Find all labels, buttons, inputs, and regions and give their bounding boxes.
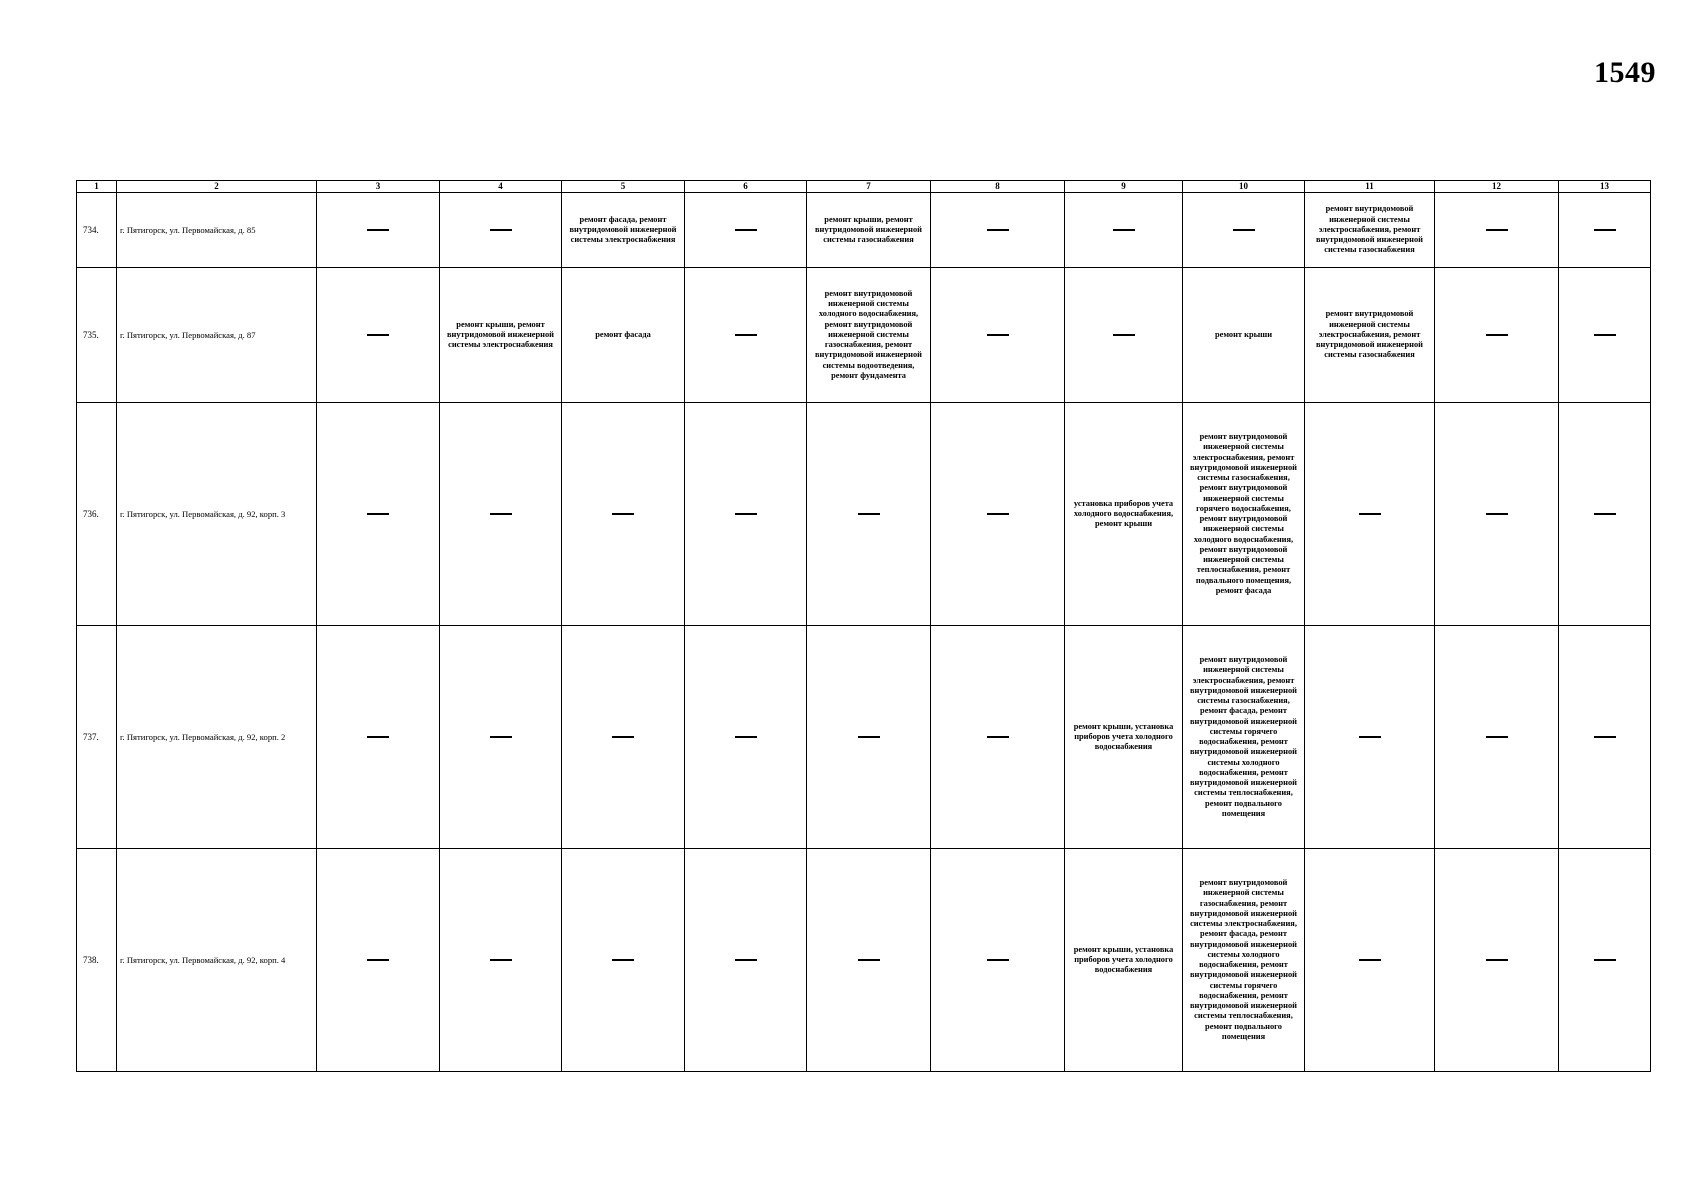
empty-dash — [1594, 334, 1616, 336]
empty-dash — [1113, 229, 1135, 231]
empty-dash — [987, 229, 1009, 231]
empty-dash — [987, 959, 1009, 961]
empty-dash — [490, 513, 512, 515]
table-cell: ремонт крыши, установка приборов учета холодного водоснабжения — [1065, 626, 1183, 849]
table-cell: ремонт крыши, установка приборов учета холодного водоснабжения — [1065, 849, 1183, 1072]
empty-dash — [1594, 513, 1616, 515]
column-header: 6 — [685, 181, 807, 193]
table-cell — [1065, 268, 1183, 403]
address-cell: г. Пятигорск, ул. Первомайская, д. 85 — [117, 193, 317, 268]
empty-dash — [987, 736, 1009, 738]
empty-dash — [1486, 959, 1508, 961]
empty-dash — [1486, 334, 1508, 336]
table-row — [77, 403, 1651, 626]
table-cell — [931, 626, 1065, 849]
table-cell — [317, 403, 440, 626]
table-cell: ремонт крыши — [1183, 268, 1305, 403]
table-cell — [1435, 403, 1559, 626]
table-cell: ремонт внутридомовой инженерной системы газоснабжения, ремонт внутридомовой инженерной системы электроснабжения, ремонт фасада, ремонт внутридомовой инженерной системы холодного водоснабжения, ремонт внутридомовой инженерной системы горячего водоснабжения, ремонт внутридомовой инженерной системы теплоснабжения, ремонт подвального помещения — [1183, 849, 1305, 1072]
table-cell — [1305, 849, 1435, 1072]
empty-dash — [490, 229, 512, 231]
row-number: 738. — [77, 849, 117, 1072]
column-header: 9 — [1065, 181, 1183, 193]
empty-dash — [1359, 513, 1381, 515]
empty-dash — [1486, 229, 1508, 231]
empty-dash — [1594, 736, 1616, 738]
empty-dash — [367, 736, 389, 738]
column-header: 3 — [317, 181, 440, 193]
column-header: 11 — [1305, 181, 1435, 193]
table-cell — [1305, 626, 1435, 849]
table-cell — [440, 403, 562, 626]
table-cell — [807, 626, 931, 849]
empty-dash — [735, 736, 757, 738]
empty-dash — [1594, 229, 1616, 231]
table-cell — [1559, 268, 1651, 403]
table-cell — [685, 849, 807, 1072]
address-cell: г. Пятигорск, ул. Первомайская, д. 92, корп. 2 — [117, 626, 317, 849]
table-cell — [1435, 626, 1559, 849]
column-header: 12 — [1435, 181, 1559, 193]
table-cell — [1065, 193, 1183, 268]
column-header: 8 — [931, 181, 1065, 193]
table-row — [77, 268, 1651, 403]
empty-dash — [858, 513, 880, 515]
table-cell: ремонт крыши, ремонт внутридомовой инженерной системы электроснабжения — [440, 268, 562, 403]
table-cell: установка приборов учета холодного водоснабжения, ремонт крыши — [1065, 403, 1183, 626]
table-row — [77, 849, 1651, 1072]
empty-dash — [367, 513, 389, 515]
table-cell — [562, 403, 685, 626]
table-cell — [931, 193, 1065, 268]
table-row — [77, 626, 1651, 849]
table-cell — [931, 403, 1065, 626]
empty-dash — [612, 513, 634, 515]
row-number: 736. — [77, 403, 117, 626]
empty-dash — [735, 334, 757, 336]
table-cell — [685, 626, 807, 849]
column-number-row — [77, 181, 1651, 193]
empty-dash — [1359, 736, 1381, 738]
table-cell — [685, 193, 807, 268]
table-cell — [562, 626, 685, 849]
table-cell — [1435, 193, 1559, 268]
row-number: 737. — [77, 626, 117, 849]
table-cell: ремонт фасада, ремонт внутридомовой инженерной системы электроснабжения — [562, 193, 685, 268]
empty-dash — [1233, 229, 1255, 231]
empty-dash — [1486, 513, 1508, 515]
empty-dash — [612, 959, 634, 961]
table-cell — [562, 849, 685, 1072]
empty-dash — [367, 959, 389, 961]
table-cell — [317, 193, 440, 268]
column-header: 10 — [1183, 181, 1305, 193]
empty-dash — [1113, 334, 1135, 336]
empty-dash — [1594, 959, 1616, 961]
column-header: 1 — [77, 181, 117, 193]
table-cell — [685, 403, 807, 626]
column-header: 4 — [440, 181, 562, 193]
table-cell — [1559, 626, 1651, 849]
empty-dash — [1486, 736, 1508, 738]
table-cell — [1559, 849, 1651, 1072]
table-cell — [317, 626, 440, 849]
column-header: 13 — [1559, 181, 1651, 193]
empty-dash — [490, 959, 512, 961]
table-cell — [1559, 403, 1651, 626]
table-cell — [807, 849, 931, 1072]
column-header: 5 — [562, 181, 685, 193]
table-cell: ремонт внутридомовой инженерной системы электроснабжения, ремонт внутридомовой инженерной системы газоснабжения — [1305, 193, 1435, 268]
table-cell: ремонт внутридомовой инженерной системы электроснабжения, ремонт внутридомовой инженерной системы газоснабжения, ремонт фасада, ремонт внутридомовой инженерной системы горячего водоснабжения, ремонт внутридомовой инженерной системы холодного водоснабжения, ремонт внутридомовой инженерной системы теплоснабжения, ремонт подвального помещения — [1183, 626, 1305, 849]
table-cell: ремонт внутридомовой инженерной системы электроснабжения, ремонт внутридомовой инженерной системы газоснабжения, ремонт внутридомовой инженерной системы горячего водоснабжения, ремонт внутридомовой инженерной системы холодного водоснабжения, ремонт внутридомовой инженерной системы теплоснабжения, ремонт подвального помещения, ремонт фасада — [1183, 403, 1305, 626]
table-cell — [440, 849, 562, 1072]
table-cell — [685, 268, 807, 403]
empty-dash — [987, 334, 1009, 336]
table-row — [77, 193, 1651, 268]
row-number: 734. — [77, 193, 117, 268]
table-cell — [317, 268, 440, 403]
table-cell — [807, 403, 931, 626]
table-cell — [1435, 268, 1559, 403]
table-cell: ремонт фасада — [562, 268, 685, 403]
page-number: 1549 — [1594, 56, 1656, 89]
table-cell — [317, 849, 440, 1072]
table-cell — [1435, 849, 1559, 1072]
address-cell: г. Пятигорск, ул. Первомайская, д. 92, корп. 3 — [117, 403, 317, 626]
empty-dash — [987, 513, 1009, 515]
empty-dash — [490, 736, 512, 738]
empty-dash — [367, 334, 389, 336]
empty-dash — [612, 736, 634, 738]
table-cell — [440, 626, 562, 849]
empty-dash — [735, 959, 757, 961]
empty-dash — [858, 959, 880, 961]
table-cell — [931, 268, 1065, 403]
table-cell: ремонт внутридомовой инженерной системы холодного водоснабжения, ремонт внутридомовой инженерной системы газоснабжения, ремонт внутридомовой инженерной системы водоотведения, ремонт фундамента — [807, 268, 931, 403]
repair-register-table — [76, 180, 1651, 1072]
table-cell — [931, 849, 1065, 1072]
table-cell: ремонт крыши, ремонт внутридомовой инженерной системы газоснабжения — [807, 193, 931, 268]
address-cell: г. Пятигорск, ул. Первомайская, д. 92, корп. 4 — [117, 849, 317, 1072]
row-number: 735. — [77, 268, 117, 403]
table-cell — [1305, 403, 1435, 626]
column-header: 2 — [117, 181, 317, 193]
column-header: 7 — [807, 181, 931, 193]
empty-dash — [367, 229, 389, 231]
empty-dash — [735, 229, 757, 231]
table-cell — [1183, 193, 1305, 268]
table-cell: ремонт внутридомовой инженерной системы электроснабжения, ремонт внутридомовой инженерной системы газоснабжения — [1305, 268, 1435, 403]
empty-dash — [858, 736, 880, 738]
empty-dash — [735, 513, 757, 515]
table-cell — [440, 193, 562, 268]
empty-dash — [1359, 959, 1381, 961]
table-cell — [1559, 193, 1651, 268]
address-cell: г. Пятигорск, ул. Первомайская, д. 87 — [117, 268, 317, 403]
